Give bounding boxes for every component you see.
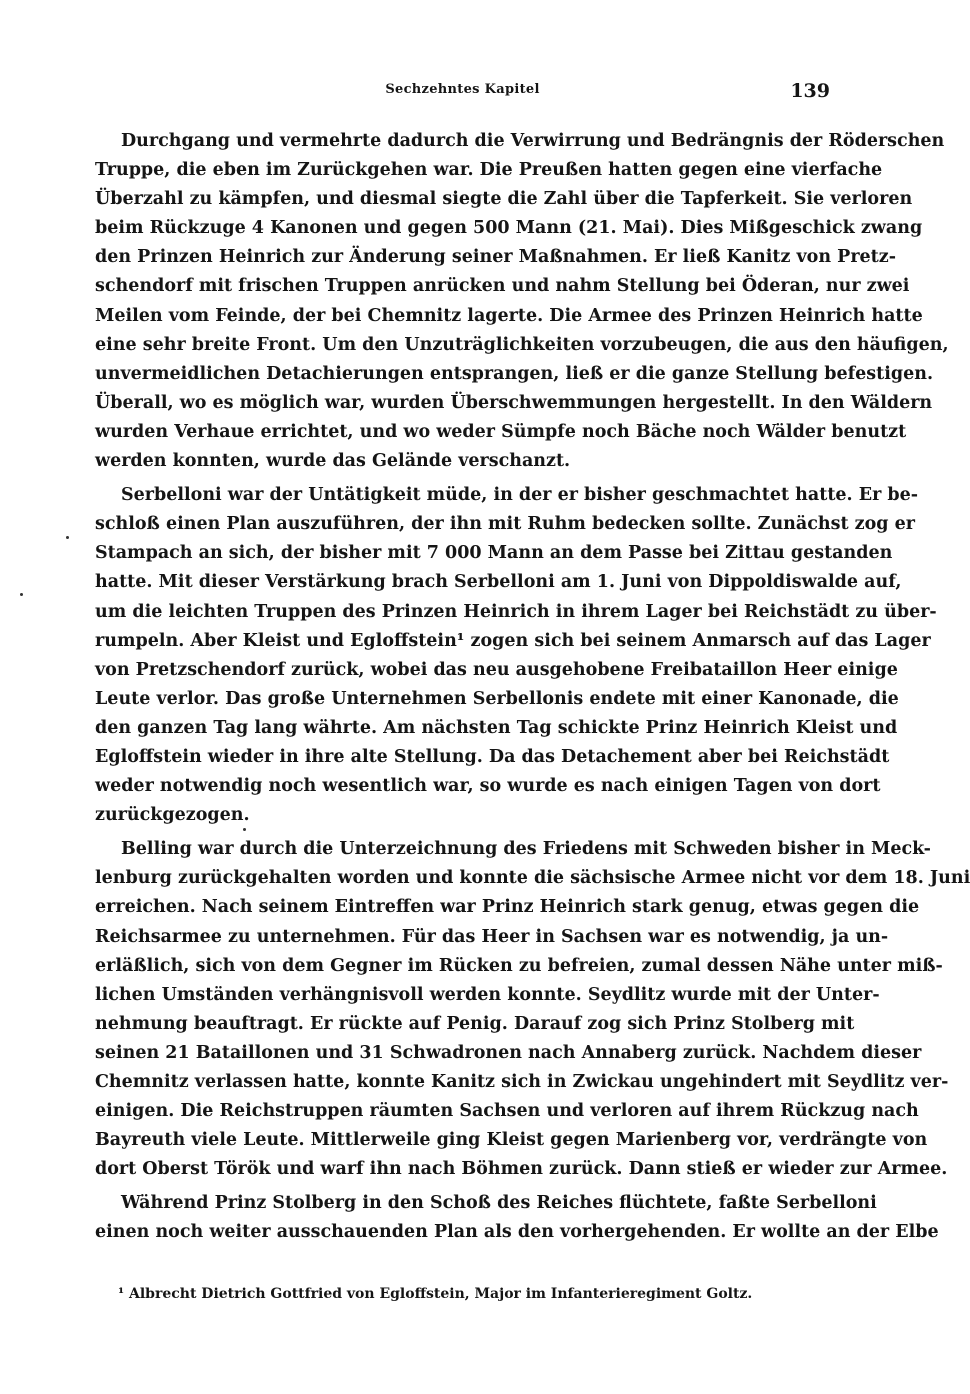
text-line: um die leichten Truppen des Prinzen Heinrich in ihrem Lager bei Reichstädt zu über- xyxy=(95,601,937,622)
stray-mark xyxy=(66,536,69,539)
page-header xyxy=(95,80,830,110)
text-line: wurden Verhaue errichtet, und wo weder Sümpfe noch Bäche noch Wälder benutzt xyxy=(95,421,907,442)
text-line: den Prinzen Heinrich zur Änderung seiner Maßnahmen. Er ließ Kanitz von Pretz- xyxy=(95,247,896,268)
text-line: Truppe, die eben im Zurückgehen war. Die Preußen hatten gegen eine vierfache xyxy=(95,160,883,181)
text-line: dort Oberst Török und warf ihn nach Böhmen zurück. Dann stieß er wieder zur Armee. xyxy=(95,1159,948,1180)
paragraph xyxy=(95,481,937,830)
text-line: zurückgezogen. xyxy=(95,805,250,826)
text-line: von Pretzschendorf zurück, wobei das neu ausgehobene Freibataillon Heer einige xyxy=(95,659,898,680)
text-line: Leute verlor. Das große Unternehmen Serbellonis endete mit einer Kanonade, die xyxy=(95,688,899,709)
text-line: eine sehr breite Front. Um den Unzuträglichkeiten vorzubeugen, die aus den häufigen, xyxy=(95,334,949,355)
text-line: Egloffstein wieder in ihre alte Stellung. Da das Detachement aber bei Reichstädt xyxy=(95,746,890,767)
text-line: Stampach an sich, der bisher mit 7 000 Mann an dem Passe bei Zittau gestanden xyxy=(95,543,893,564)
text-line: den ganzen Tag lang währte. Am nächsten Tag schickte Prinz Heinrich Kleist und xyxy=(95,717,898,738)
text-line: rumpeln. Aber Kleist und Egloffstein¹ zogen sich bei seinem Anmarsch auf das Lager xyxy=(95,630,931,651)
paragraph xyxy=(95,835,970,1184)
text-line: lenburg zurückgehalten worden und konnte die sächsische Armee nicht vor dem 18. Juni xyxy=(95,868,970,889)
footnote: ¹ Albrecht Dietrich Gottfried von Egloffstein, Major im Infanterieregiment Goltz. xyxy=(118,1286,753,1302)
text-line: erläßlich, sich von dem Gegner im Rücken zu befreien, zumal dessen Nähe unter miß- xyxy=(95,955,943,976)
body-text xyxy=(95,127,970,1248)
text-line: einigen. Die Reichstruppen räumten Sachsen und verloren auf ihrem Rückzug nach xyxy=(95,1101,919,1122)
text-line: seinen 21 Bataillonen und 31 Schwadronen nach Annaberg zurück. Nachdem dieser xyxy=(95,1042,922,1063)
text-line: Durchgang und vermehrte dadurch die Verwirrung und Bedrängnis der Röderschen xyxy=(121,131,945,151)
text-line: werden konnten, wurde das Gelände verschanzt. xyxy=(95,451,571,472)
text-line: einen noch weiter ausschauenden Plan als den vorhergehenden. Er wollte an der Elbe xyxy=(95,1222,939,1243)
stray-mark xyxy=(243,828,246,831)
text-line: Belling war durch die Unterzeichnung des Friedens mit Schweden bisher in Meck- xyxy=(121,839,931,860)
running-title: Sechzehntes Kapitel xyxy=(385,82,540,97)
text-line: erreichen. Nach seinem Eintreffen war Prinz Heinrich stark genug, etwas gegen die xyxy=(95,897,920,918)
text-line: Überzahl zu kämpfen, und diesmal siegte die Zahl über die Tapferkeit. Sie verloren xyxy=(95,189,913,210)
text-line: Bayreuth viele Leute. Mittlerweile ging Kleist gegen Marienberg vor, verdrängte von xyxy=(95,1130,928,1151)
text-line: unvermeidlichen Detachierungen entsprangen, ließ er die ganze Stellung befestigen. xyxy=(95,363,934,384)
text-line: weder notwendig noch wesentlich war, so wurde es nach einigen Tagen von dort xyxy=(95,776,881,797)
text-line: lichen Umständen verhängnisvoll werden konnte. Seydlitz wurde mit der Unter- xyxy=(95,984,880,1005)
text-line: Überall, wo es möglich war, wurden Überschwemmungen hergestellt. In den Wäldern xyxy=(95,392,933,413)
text-line: Chemnitz verlassen hatte, konnte Kanitz sich in Zwickau ungehindert mit Seydlitz ver- xyxy=(95,1072,949,1092)
paragraph xyxy=(95,1189,939,1247)
text-line: Reichsarmee zu unternehmen. Für das Heer in Sachsen war es notwendig, ja un- xyxy=(95,926,889,947)
page-number: 139 xyxy=(790,80,830,102)
text-line: hatte. Mit dieser Verstärkung brach Serbelloni am 1. Juni von Dippoldiswalde auf, xyxy=(95,572,902,593)
paragraph xyxy=(95,127,949,476)
text-line: nehmung beauftragt. Er rückte auf Penig. Darauf zog sich Prinz Stolberg mit xyxy=(95,1013,855,1034)
text-line: beim Rückzuge 4 Kanonen und gegen 500 Mann (21. Mai). Dies Mißgeschick zwang xyxy=(95,218,923,239)
text-line: Während Prinz Stolberg in den Schoß des Reiches flüchtete, faßte Serbelloni xyxy=(121,1193,877,1214)
text-line: Meilen vom Feinde, der bei Chemnitz lagerte. Die Armee des Prinzen Heinrich hatte xyxy=(95,305,923,326)
stray-mark xyxy=(20,593,23,596)
text-line: schendorf mit frischen Truppen anrücken und nahm Stellung bei Öderan, nur zwei xyxy=(95,276,910,297)
text-line: schloß einen Plan auszuführen, der ihn mit Ruhm bedecken sollte. Zunächst zog er xyxy=(95,514,915,535)
text-line: Serbelloni war der Untätigkeit müde, in der er bisher geschmachtet hatte. Er be- xyxy=(121,485,919,506)
